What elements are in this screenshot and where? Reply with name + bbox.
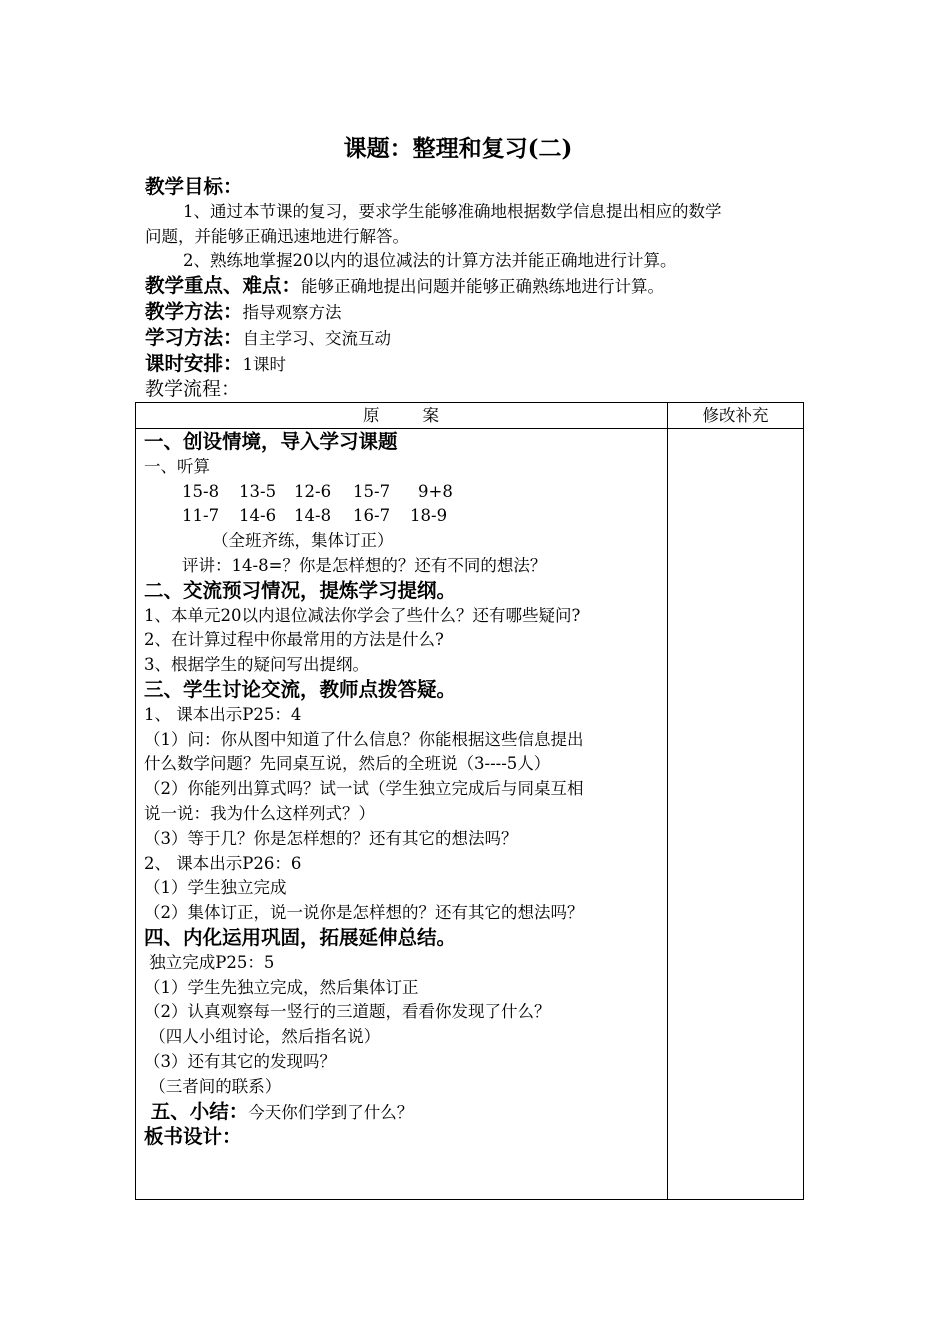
teaching-method-label: 教学方法： <box>145 299 243 323</box>
key-points-label: 教学重点、难点： <box>145 274 302 298</box>
math-item: 16-7 <box>353 506 391 526</box>
math-item: 15-7 <box>353 481 391 501</box>
header-main-plan <box>136 405 667 427</box>
key-points-text: 能够正确地提出问题并能够正确熟练地进行计算。 <box>301 277 665 297</box>
header-main-char-1: 原 <box>363 406 381 425</box>
section-2-line-1: 1、本单元20以内退位减法你学会了些什么？还有哪些疑问? <box>144 605 581 625</box>
column-divider <box>667 403 668 1199</box>
math-item: 14-8 <box>294 506 332 526</box>
goals-heading: 教学目标： <box>145 175 243 198</box>
section-4-line-3: （2）认真观察每一竖行的三道题，看看你发现了什么？ <box>144 1002 551 1022</box>
plan-body-cell <box>144 430 664 1150</box>
board-design-label: 板书设计： <box>144 1125 242 1149</box>
section-3-line-6: （3）等于几？你是怎样想的？还有其它的想法吗？ <box>144 828 518 848</box>
section-3-line-7: 2、 课本出示P26：6 <box>144 853 302 873</box>
learning-method-text: 自主学习、交流互动 <box>242 328 392 348</box>
goal-1-line-1: 1、通过本节课的复习，要求学生能够准确地根据数学信息提出相应的数学 <box>183 201 722 221</box>
summary-line <box>144 1100 664 1126</box>
section-3-line-8: （1）学生独立完成 <box>144 878 287 898</box>
section-2-line-2: 2、在计算过程中你最常用的方法是什么? <box>144 630 444 650</box>
goal-1-line-2: 问题，并能够正确迅速地进行解答。 <box>145 226 409 246</box>
lesson-intro <box>145 175 820 401</box>
section-2-heading: 二、交流预习情况，提炼学习提纲。 <box>144 578 457 602</box>
key-points-line <box>145 274 820 300</box>
section-1-sub: 一、听算 <box>144 456 210 476</box>
section-3-heading: 三、学生讨论交流，教师点拨答疑。 <box>144 677 457 701</box>
section-1-heading: 一、创设情境，导入学习课题 <box>144 430 398 453</box>
section-3-line-5: 说一说：我为什么这样列式？） <box>144 803 375 823</box>
lesson-plan-table <box>135 402 804 1200</box>
header-main-char-2: 案 <box>422 406 440 425</box>
schedule-label: 课时安排： <box>145 351 243 375</box>
section-3-line-9: （2）集体订正，说一说你是怎样想的？还有其它的想法吗？ <box>144 903 584 923</box>
summary-label: 五、小结： <box>144 1099 249 1123</box>
section-4-line-1: 独立完成P25：5 <box>144 952 275 972</box>
section-3-line-2: （1）问：你从图中知道了什么信息？你能根据这些信息提出 <box>144 729 584 749</box>
mental-math-row-1 <box>144 480 664 505</box>
math-item: 12-6 <box>294 481 332 501</box>
flow-label: 教学流程： <box>145 378 241 401</box>
schedule-line <box>145 352 820 378</box>
section-4-line-6: （三者间的联系） <box>144 1076 282 1096</box>
section-1-comment: 评讲：14-8=？你是怎样想的？还有不同的想法？ <box>182 555 547 575</box>
page-title: 课题：整理和复习(二) <box>343 135 573 162</box>
teaching-method-line <box>145 300 820 326</box>
header-revisions: 修改补充 <box>702 406 769 425</box>
mental-math-row-2 <box>144 504 664 529</box>
goal-2: 2、熟练地掌握20以内的退位减法的计算方法并能正确地进行计算。 <box>183 251 677 271</box>
section-4-line-5: （3）还有其它的发现吗？ <box>144 1051 336 1071</box>
math-item: 13-5 <box>239 481 277 501</box>
section-1-note: （全班齐练，集体订正） <box>212 531 394 551</box>
section-4-line-2: （1）学生先独立完成，然后集体订正 <box>144 977 419 997</box>
math-item: 15-8 <box>182 481 220 501</box>
learning-method-label: 学习方法： <box>145 325 243 349</box>
section-3-line-1: 1、 课本出示P25：4 <box>144 704 302 724</box>
math-item: 14-6 <box>239 506 277 526</box>
section-2-line-3: 3、根据学生的疑问写出提纲。 <box>144 655 369 675</box>
header-divider <box>136 428 803 429</box>
math-item: 11-7 <box>182 506 220 526</box>
section-3-line-4: （2）你能列出算式吗？试一试（学生独立完成后与同桌互相 <box>144 779 584 799</box>
schedule-text: 1课时 <box>242 354 287 374</box>
math-item: 18-9 <box>410 506 448 526</box>
section-3-line-3: 什么数学问题？先同桌互说，然后的全班说（3----5人） <box>144 754 551 774</box>
section-4-line-4: （四人小组讨论，然后指名说） <box>144 1027 381 1047</box>
math-item: 9+8 <box>418 481 453 501</box>
learning-method-line <box>145 326 820 352</box>
section-4-heading: 四、内化运用巩固，拓展延伸总结。 <box>144 925 457 949</box>
teaching-method-text: 指导观察方法 <box>242 302 342 322</box>
summary-text: 今天你们学到了什么？ <box>248 1102 414 1122</box>
